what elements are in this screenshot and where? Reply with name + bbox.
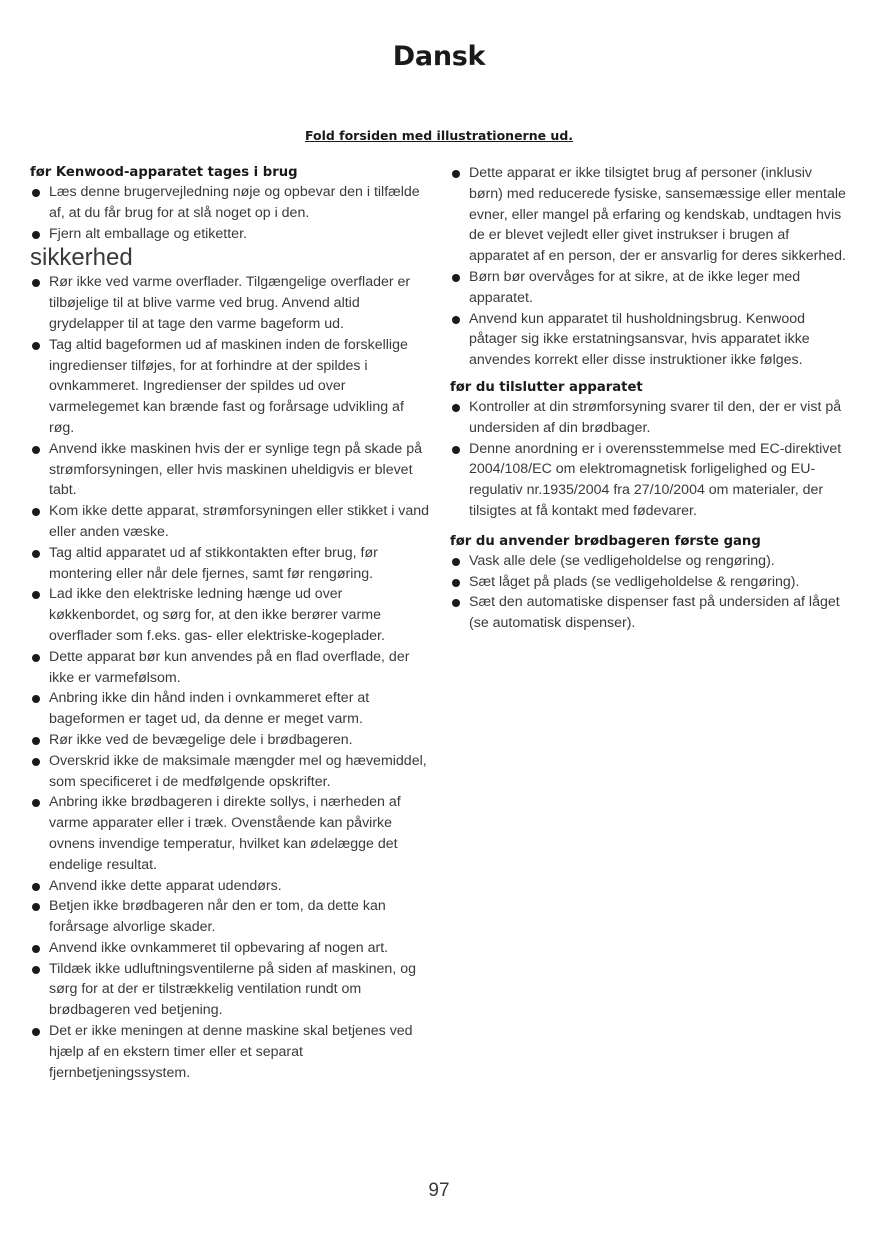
first-use-heading: før du anvender brødbageren første gang: [450, 533, 761, 549]
connect-list: [450, 397, 848, 522]
list-item: Sæt låget på plads (se vedligeholdelse & rengøring).: [450, 572, 848, 593]
intro-list: [30, 182, 432, 244]
page-title: Dansk: [392, 41, 486, 72]
list-item: Fjern alt emballage og etiketter.: [30, 224, 432, 245]
list-item: Anvend kun apparatet til husholdningsbrug. Kenwood påtager sig ikke erstatningsansvar, hvis apparatet ikke anvendes korrekt eller disse instruktioner ikke følges.: [450, 309, 848, 371]
connect-heading: før du tilslutter apparatet: [450, 379, 643, 395]
list-item: Anvend ikke ovnkammeret til opbevaring af nogen art.: [30, 938, 432, 959]
safety-list-continued: [450, 163, 848, 371]
list-item: Tag altid bageformen ud af maskinen inden de forskellige ingredienser tilføjes, for at forhindre at der spildes i ovnkammeret. Ingredienser der spildes ud over varmelegemet kan brænde fast og forårsage udvikling af røg.: [30, 335, 432, 439]
list-item: Læs denne brugervejledning nøje og opbevar den i tilfælde af, at du får brug for at slå noget op i den.: [30, 182, 432, 224]
list-item: Anbring ikke din hånd inden i ovnkammeret efter at bageformen er taget ud, da denne er meget varm.: [30, 688, 432, 730]
safety-list: [30, 272, 432, 1083]
list-item: Lad ikke den elektriske ledning hænge ud over køkkenbordet, og sørg for, at den ikke berører varme overflader som f.eks. gas- eller elektriske-kogeplader.: [30, 584, 432, 646]
list-item: Anbring ikke brødbageren i direkte sollys, i nærheden af varme apparater eller i træk. Ovenstående kan påvirke ovnens invendige temperatur, hvilket kan ødelægge det endelige resultat.: [30, 792, 432, 875]
list-item: Sæt den automatiske dispenser fast på undersiden af låget (se automatisk dispenser).: [450, 592, 848, 634]
list-item: Denne anordning er i overensstemmelse med EC-direktivet 2004/108/EC om elektromagnetisk forligelighed og EU-regulativ nr.1935/2004 fra 27/10/2004 om materialer, der tilsigtes at få kontakt med fødevarer.: [450, 439, 848, 522]
list-item: Betjen ikke brødbageren når den er tom, da dette kan forårsage alvorlige skader.: [30, 896, 432, 938]
list-item: Tildæk ikke udluftningsventilerne på siden af maskinen, og sørg for at der er tilstrækkelig ventilation rundt om brødbageren ved betjening.: [30, 959, 432, 1021]
list-item: Det er ikke meningen at denne maskine skal betjenes ved hjælp af en ekstern timer eller et separat fjernbetjeningssystem.: [30, 1021, 432, 1083]
list-item: Kom ikke dette apparat, strømforsyningen eller stikket i vand eller anden væske.: [30, 501, 432, 543]
safety-heading: sikkerhed: [30, 244, 133, 272]
list-item: Tag altid apparatet ud af stikkontakten efter brug, før montering eller når dele fjernes, samt før rengøring.: [30, 543, 432, 585]
list-item: Dette apparat bør kun anvendes på en flad overflade, der ikke er varmefølsom.: [30, 647, 432, 689]
list-item: Anvend ikke dette apparat udendørs.: [30, 876, 432, 897]
list-item: Overskrid ikke de maksimale mængder mel og hævemiddel, som specificeret i de medfølgende opskrifter.: [30, 751, 432, 793]
page-number: 97: [428, 1180, 450, 1201]
intro-heading: før Kenwood-apparatet tages i brug: [30, 165, 298, 180]
left-column: [30, 163, 432, 1083]
list-item: Vask alle dele (se vedligeholdelse og rengøring).: [450, 551, 848, 572]
list-item: Kontroller at din strømforsyning svarer til den, der er vist på undersiden af din brødbager.: [450, 397, 848, 439]
first-use-list: [450, 551, 848, 634]
list-item: Rør ikke ved de bevægelige dele i brødbageren.: [30, 730, 432, 751]
list-item: Børn bør overvåges for at sikre, at de ikke leger med apparatet.: [450, 267, 848, 309]
right-column: [450, 163, 848, 634]
list-item: Rør ikke ved varme overflader. Tilgængelige overflader er tilbøjelige til at blive varme ved brug. Anvend altid grydelapper til at tage den varme bageform ud.: [30, 272, 432, 334]
list-item: Dette apparat er ikke tilsigtet brug af personer (inklusiv børn) med reducerede fysiske, sansemæssige eller mentale evner, eller mangel på erfaring og kendskab, undtagen hvis de er blevet vejledt eller givet instrukser i brugen af apparatet af en person, der er ansvarlig for deres sikkerhed.: [450, 163, 848, 267]
list-item: Anvend ikke maskinen hvis der er synlige tegn på skade på strømforsyningen, eller hvis maskinen uheldigvis er blevet tabt.: [30, 439, 432, 501]
fold-instruction: Fold forsiden med illustrationerne ud.: [304, 128, 574, 143]
